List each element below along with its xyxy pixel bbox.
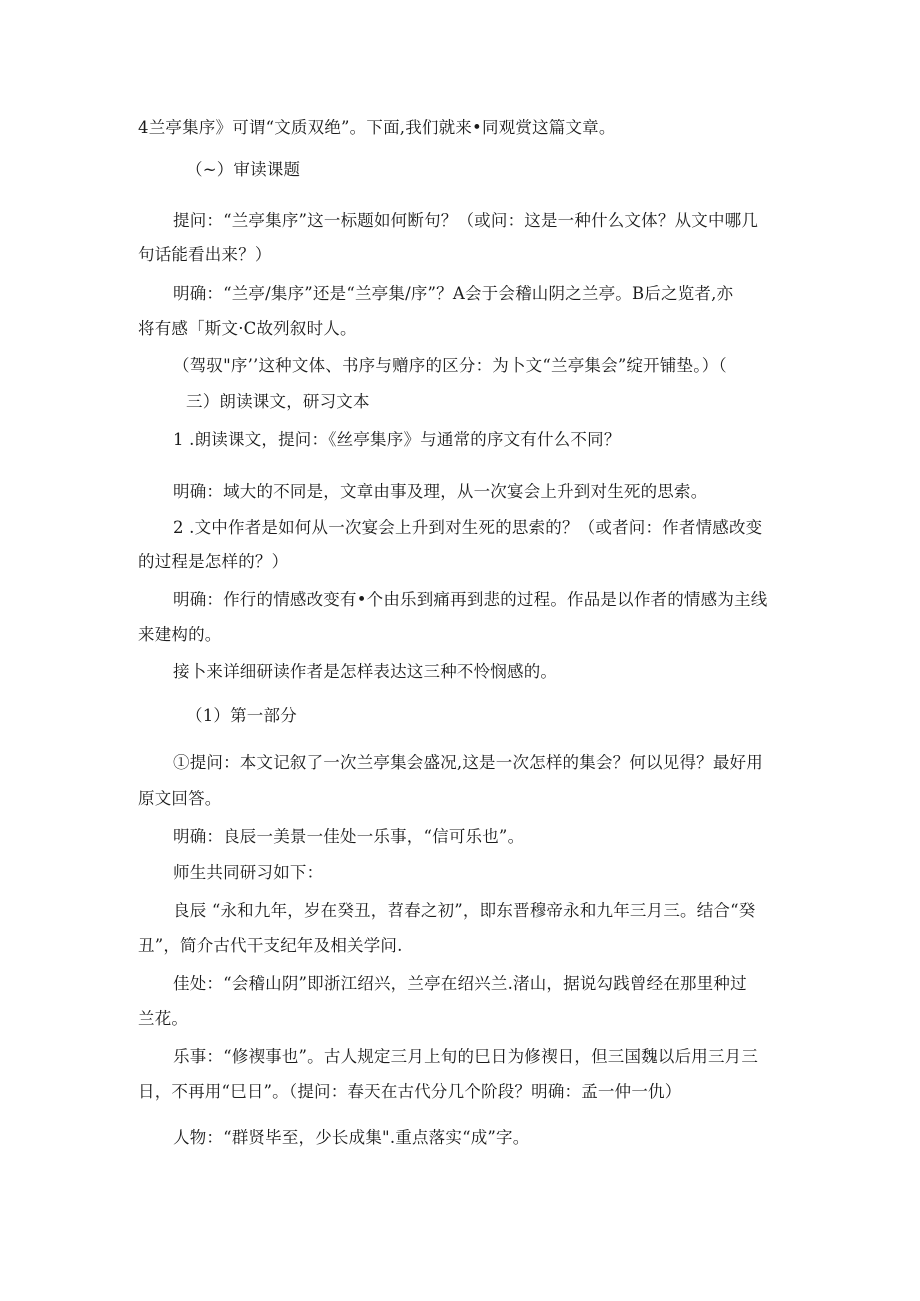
paragraph-line: 日，不再用“巳日”。（提问：春天在古代分几个阶段？明确：孟一仲一仇） xyxy=(138,1082,682,1101)
paragraph-line: 明确：域大的不同是，文章由事及理，从一次宴会上升到对生死的思索。 xyxy=(173,482,708,501)
paragraph-line: 师生共同研习如下： xyxy=(173,863,324,882)
section-heading: （~）审读课题 xyxy=(186,160,301,179)
paragraph-line: 来建构的。 xyxy=(138,625,222,644)
paragraph-line: 2 .文中作者是如何从一次宴会上升到对生死的思索的？（或者问：作者情感改变 xyxy=(173,518,763,537)
paragraph-line: 佳处：“会稽山阴”即浙江绍兴，兰亭在绍兴兰.渚山，据说勾践曾经在那里种过 xyxy=(173,974,747,993)
paragraph-line: 4兰亭集序》可谓“文质双绝”。下面,我们就来•同观赏这篇文章。 xyxy=(138,118,616,137)
paragraph-line: 明确：作行的情感改变有•个由乐到痛再到悲的过程。作品是以作者的情感为主线 xyxy=(173,590,768,609)
paragraph-line: 句话能看出来？） xyxy=(138,245,272,264)
paragraph-line: 良辰 “永和九年，岁在癸丑，苕春之初”，即东晋穆帝永和九年三月三。结合“癸 xyxy=(173,901,756,920)
paragraph-line: 接卜来详细研读作者是怎样表达这三种不怜悯感的。 xyxy=(173,662,558,681)
paragraph-line: （驾驭"序’’这种文体、书序与赠序的区分：为卜文“兰亭集会”绽开铺垫。）（ xyxy=(173,356,727,375)
paragraph-line: 原文回答。 xyxy=(138,789,222,808)
paragraph-line: 1 .朗读课文，提问：《丝亭集序》与通常的序文有什么不同？ xyxy=(173,430,621,449)
paragraph-line: 将有感「斯文·C故列叙时人。 xyxy=(138,319,357,338)
paragraph-line: ①提问：本文记叙了一次兰亭集会盛况,这是一次怎样的集会？何以见得？最好用 xyxy=(173,753,763,772)
paragraph-line: 明确：“兰亭/集序”还是“兰亭集/序”？A会于会稽山阴之兰亭。B后之览者,亦 xyxy=(173,284,734,303)
paragraph-line: 提问：“兰亭集序”这一标题如何断句？（或问：这是一种什么文体？从文中哪几 xyxy=(173,211,759,230)
section-heading: （1）第一部分 xyxy=(186,706,297,725)
paragraph-line: 明确：良辰一美景一佳处一乐事，“信可乐也”。 xyxy=(173,827,525,846)
paragraph-line: 人物：“群贤毕至，少长成集".重点落实“成”字。 xyxy=(173,1128,530,1147)
paragraph-line: 兰花。 xyxy=(138,1009,189,1028)
section-heading: 三）朗读课文，研习文本 xyxy=(186,392,370,411)
paragraph-line: 乐事：“修禊事也”。古人规定三月上旬的巳日为修禊日，但三国魏以后用三月三 xyxy=(173,1047,759,1066)
paragraph-line: 丑”，简介古代干支纪年及相关学问. xyxy=(138,936,403,955)
paragraph-line: 的过程是怎样的？） xyxy=(138,552,289,571)
